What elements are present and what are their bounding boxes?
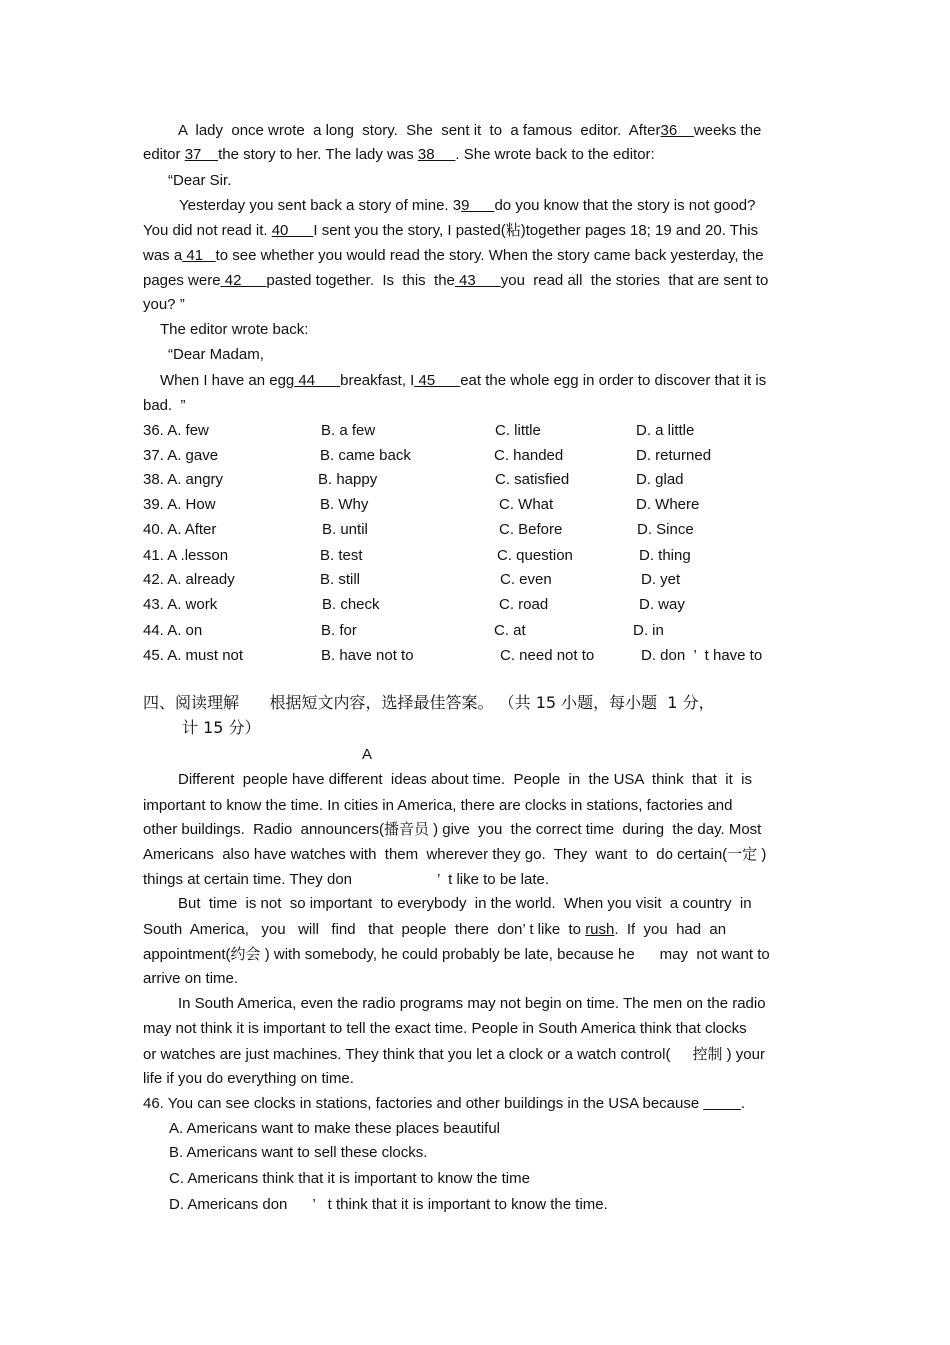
option-44-c[interactable]: C. at xyxy=(494,622,526,639)
option-40-d[interactable]: D. Since xyxy=(637,521,694,538)
cloze-line-5: You did not read it. 40 I sent you the story, I pasted(粘)together pages 18; 19 and 20. This xyxy=(143,222,759,239)
option-39-d[interactable]: D. Where xyxy=(636,496,700,513)
underlined-word-rush: rush xyxy=(585,921,615,938)
option-43-a[interactable]: 43. A. work xyxy=(143,596,218,613)
question-46-option-c[interactable]: C. Americans think that it is important to know the time xyxy=(169,1170,530,1187)
passage-line-5: things at certain time. They don ’ t like to be late. xyxy=(143,871,550,888)
option-39-a[interactable]: 39. A. How xyxy=(143,496,216,513)
question-46-option-d[interactable]: D. Americans don ’ t think that it is important to know the time. xyxy=(169,1196,608,1213)
option-37-a[interactable]: 37. A. gave xyxy=(143,447,219,464)
option-36-b[interactable]: B. a few xyxy=(321,422,376,439)
passage-line-8: appointment(约会 ) with somebody, he could probably be late, because he may not want to xyxy=(143,946,770,963)
option-45-d[interactable]: D. don ’ t have to xyxy=(641,647,763,664)
blank-37: 37 xyxy=(184,146,219,163)
option-41-d[interactable]: D. thing xyxy=(639,547,691,564)
question-46-option-b[interactable]: B. Americans want to sell these clocks. xyxy=(169,1144,428,1161)
cloze-line-4: Yesterday you sent back a story of mine. 39 do you know that the story is not good? xyxy=(179,197,756,214)
passage-line-7: South America, you will find that people there don’ t like to rush. If you had an xyxy=(143,921,727,938)
cloze-line-1: A lady once wrote a long story. She sent it to a famous editor. After36 weeks the xyxy=(178,122,762,139)
passage-line-13: life if you do everything on time. xyxy=(143,1070,354,1087)
blank-38: 38 xyxy=(417,146,456,163)
option-43-d[interactable]: D. way xyxy=(639,596,685,613)
question-46-option-a[interactable]: A. Americans want to make these places beautiful xyxy=(169,1120,501,1137)
option-41-a[interactable]: 41. A .lesson xyxy=(143,547,229,564)
option-41-b[interactable]: B. test xyxy=(320,547,363,564)
passage-line-2: important to know the time. In cities in America, there are clocks in stations, factories and xyxy=(143,797,733,814)
blank-41: 41 xyxy=(182,247,216,264)
option-40-b[interactable]: B. until xyxy=(322,521,368,538)
option-42-b[interactable]: B. still xyxy=(320,571,361,588)
option-37-c[interactable]: C. handed xyxy=(494,447,564,464)
option-40-c[interactable]: C. Before xyxy=(499,521,563,538)
blank-40: 40 xyxy=(271,222,314,239)
question-46-stem: 46. You can see clocks in stations, factories and other buildings in the USA because . xyxy=(143,1095,746,1112)
cloze-line-9: The editor wrote back: xyxy=(160,321,309,338)
option-45-c[interactable]: C. need not to xyxy=(500,647,595,664)
option-37-b[interactable]: B. came back xyxy=(320,447,411,464)
option-43-c[interactable]: C. road xyxy=(499,596,549,613)
passage-line-12: or watches are just machines. They think that you let a clock or a watch control( 控制 ) your xyxy=(143,1046,765,1063)
blank-44: 44 xyxy=(294,372,341,389)
option-38-b[interactable]: B. happy xyxy=(318,471,378,488)
option-39-c[interactable]: C. What xyxy=(499,496,554,513)
blank-39: 9 xyxy=(461,197,495,214)
passage-line-9: arrive on time. xyxy=(143,970,239,987)
cloze-line-8: you? ” xyxy=(143,296,185,313)
option-38-d[interactable]: D. glad xyxy=(636,471,684,488)
option-36-c[interactable]: C. little xyxy=(495,422,541,439)
option-43-b[interactable]: B. check xyxy=(322,596,380,613)
cloze-line-12: bad. ” xyxy=(143,397,186,414)
option-44-b[interactable]: B. for xyxy=(321,622,357,639)
option-37-d[interactable]: D. returned xyxy=(636,447,712,464)
section-heading-cont: 计 15 分） xyxy=(182,718,261,737)
option-36-d[interactable]: D. a little xyxy=(636,422,695,439)
option-45-a[interactable]: 45. A. must not xyxy=(143,647,244,664)
option-36-a[interactable]: 36. A. few xyxy=(143,422,209,439)
cloze-line-2: editor 37 the story to her. The lady was 38 . She wrote back to the editor: xyxy=(143,146,655,163)
passage-line-11: may not think it is important to tell the exact time. People in South America think that clocks xyxy=(143,1020,747,1037)
option-39-b[interactable]: B. Why xyxy=(320,496,369,513)
blank-36: 36 xyxy=(660,122,694,139)
passage-title: A xyxy=(362,746,373,763)
option-44-d[interactable]: D. in xyxy=(633,622,664,639)
letter-salutation: “Dear Sir. xyxy=(168,172,232,189)
cloze-line-10: “Dear Madam, xyxy=(168,346,264,363)
passage-line-1: Different people have different ideas about time. People in the USA think that it is xyxy=(178,771,752,788)
option-38-a[interactable]: 38. A. angry xyxy=(143,471,224,488)
option-38-c[interactable]: C. satisfied xyxy=(495,471,570,488)
passage-line-4: Americans also have watches with them wherever they go. They want to do certain(一定 ) xyxy=(143,846,767,863)
passage-line-3: other buildings. Radio announcers(播音员 ) give you the correct time during the day. Most xyxy=(143,821,762,838)
blank-43: 43 xyxy=(454,272,501,289)
option-42-c[interactable]: C. even xyxy=(500,571,552,588)
option-42-a[interactable]: 42. A. already xyxy=(143,571,235,588)
blank-42: 42 xyxy=(220,272,267,289)
blank-45: 45 xyxy=(414,372,461,389)
option-41-c[interactable]: C. question xyxy=(497,547,573,564)
option-42-d[interactable]: D. yet xyxy=(641,571,681,588)
passage-line-6: But time is not so important to everybody in the world. When you visit a country in xyxy=(178,895,752,912)
passage-line-10: In South America, even the radio programs may not begin on time. The men on the radio xyxy=(178,995,766,1012)
option-40-a[interactable]: 40. A. After xyxy=(143,521,217,538)
section-heading: 四、阅读理解 根据短文内容，选择最佳答案。 （共 15 小题，每小题 1 分， xyxy=(143,693,715,712)
cloze-line-7: pages were 42 pasted together. Is this the 43 you read all the stories that are sent to xyxy=(143,272,769,289)
cloze-line-11: When I have an egg 44 breakfast, I 45 eat the whole egg in order to discover that it is xyxy=(160,372,767,389)
option-44-a[interactable]: 44. A. on xyxy=(143,622,203,639)
question-46-blank xyxy=(703,1095,741,1112)
cloze-line-6: was a 41 to see whether you would read the story. When the story came back yesterday, the xyxy=(143,247,764,264)
option-45-b[interactable]: B. have not to xyxy=(321,647,414,664)
